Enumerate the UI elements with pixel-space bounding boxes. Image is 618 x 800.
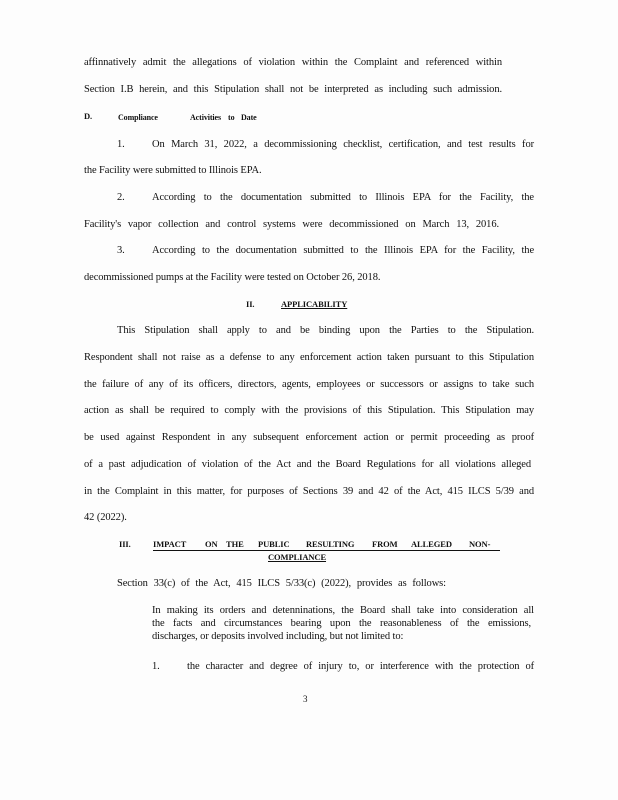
title-word: IMPACT [153, 539, 187, 549]
quote-line-2: the facts and circumstances bearing upon the reasonableness of the emissions, [152, 618, 531, 629]
item-number: 2. [117, 192, 125, 203]
item-1-line-2: the Facility were submitted to Illinois EPA. [84, 165, 262, 176]
title-word: FROM [372, 539, 398, 549]
section-d-word-2: Activities [190, 113, 221, 122]
applicability-line-1: This Stipulation shall apply to and be binding upon the Parties to the Stipulation. [117, 325, 534, 336]
item-3-line-1: According to the documentation submitted to the Illinois EPA for the Facility, the [152, 245, 534, 256]
item-1-line-1: On March 31, 2022, a decommissioning checklist, certification, and test results for [152, 139, 534, 150]
item-number: 1. [117, 139, 125, 150]
item-2-line-2: Facility's vapor collection and control systems were decommissioned on March 13, 2016. [84, 219, 499, 230]
page-number: 3 [303, 694, 308, 704]
applicability-line-3: the failure of any of its officers, directors, agents, employees or successors or assigns to take such [84, 379, 534, 390]
section-ii-title: APPLICABILITY [281, 299, 348, 309]
applicability-line-2: Respondent shall not raise as a defense to any enforcement action taken pursuant to this Stipulation [84, 352, 534, 363]
quote-line-3: discharges, or deposits involved including, but not limited to: [152, 631, 404, 642]
impact-intro: Section 33(c) of the Act, 415 ILCS 5/33(c) (2022), provides as follows: [117, 578, 446, 589]
quote-item-number: 1. [152, 661, 160, 672]
applicability-line-4: action as shall be required to comply with the provisions of this Stipulation. This Stipulation may [84, 405, 534, 416]
intro-line-1: affinnatively admit the allegations of violation within the Complaint and referenced within [84, 57, 502, 68]
title-word: PUBLIC [258, 539, 290, 549]
applicability-line-7: in the Complaint in this matter, for purposes of Sections 39 and 42 of the Act, 415 ILCS 5/39 and [84, 486, 534, 497]
item-2-line-1: According to the documentation submitted to Illinois EPA for the Facility, the [152, 192, 534, 203]
title-word: ALLEGED [411, 539, 452, 549]
title-word: NON- [469, 539, 491, 549]
title-word: ON [205, 539, 218, 549]
section-d-letter: D. [84, 111, 93, 121]
section-d-word-4: Date [241, 113, 257, 122]
intro-line-2: Section I.B herein, and this Stipulation shall not be interpreted as including such admission. [84, 84, 502, 95]
applicability-line-8: 42 (2022). [84, 512, 127, 523]
title-word: THE [226, 539, 244, 549]
applicability-line-5: be used against Respondent in any subsequent enforcement action or permit proceeding as proof [84, 432, 534, 443]
item-number: 3. [117, 245, 125, 256]
item-3-line-2: decommissioned pumps at the Facility were tested on October 26, 2018. [84, 272, 381, 283]
quote-item-1-text: the character and degree of injury to, or interference with the protection of [187, 661, 534, 672]
section-d-word-1: Compliance [118, 113, 158, 122]
title-word: RESULTING [306, 539, 355, 549]
section-d-word-3: to [228, 113, 235, 122]
applicability-line-6: of a past adjudication of violation of the Act and the Board Regulations for all violations alleged [84, 459, 531, 470]
section-iii-number: III. [119, 539, 131, 549]
title-line-2: COMPLIANCE [268, 552, 327, 562]
section-ii-number: II. [246, 299, 255, 309]
quote-line-1: In making its orders and detenninations, the Board shall take into consideration all [152, 605, 534, 616]
